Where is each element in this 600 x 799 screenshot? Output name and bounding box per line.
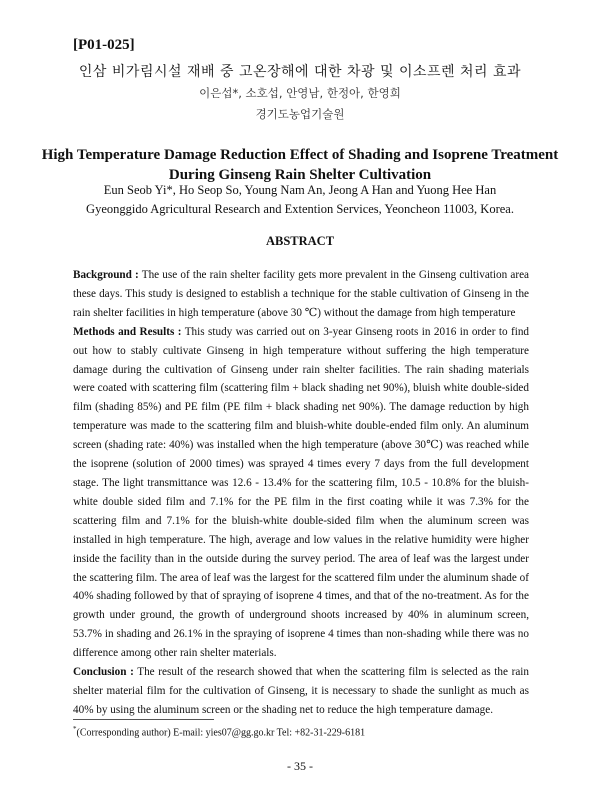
methods-paragraph xyxy=(73,323,529,663)
english-authors: Eun Seob Yi*, Ho Seop So, Young Nam An, Jeong A Han and Yuong Hee Han xyxy=(103,183,497,197)
footnote-mark: * xyxy=(73,725,77,733)
english-title-line1: High Temperature Damage Reduction Effect of Shading and Isoprene Treatment xyxy=(41,147,559,163)
paper-code: [P01-025] xyxy=(73,37,135,53)
footnote-text: (Corresponding author) E-mail: yies07@gg.go.kr Tel: +82-31-229-6181 xyxy=(76,727,366,739)
english-title xyxy=(40,145,560,185)
methods-text: This study was carried out on 3-year Ginseng roots in 2016 in order to find out how to stably cultivate Ginseng in high temperature without suffering the high temperature damage during the cultivation of Ginseng under rain shelter facilities. The rain shading materials were coated with scattering film (scattering film + black shading net 90%), bluish white double-sided film (shading 85%) and PE film (PE film + black shading net 90%). The damage reduction by high temperature was made to the scattering film and bluish-white double-ended film only. An aluminum screen (shading rate: 40%) was installed when the high temperature (above 30℃) was reached while the isoprene (solution of 2000 times) was sprayed 4 times every 7 days from the full development stage. The light transmittance was 12.6 - 13.4% for the scattering film, 10.5 - 10.8% for the bluish-white double sided film and 7.1% for the PE film in the first coating while it was 7.3% for the scattering film and 7.1% for the bluish-white double-sided film when the aluminum screen was installed in high temperature. The high, average and low values in the relative humidity were higher inside the facility than in the outside during the survey period. The area of leaf was the largest under the scattering film. The area of leaf was the largest for the scattered film under the aluminum shade of 40% shading followed by that of spraying of isoprene 4 times, and that of the no-treatment. As for the growth under ground, the growth of underground shoots increased by 40% in aluminum screen, 53.7% in shading and 26.1% in the spraying of isoprene 4 times than non-shading while there was no difference among other rain shelter materials. xyxy=(73,325,530,660)
korean-affiliation: 경기도농업기술원 xyxy=(255,107,345,121)
korean-authors: 이은섭*, 소호섭, 안영남, 한정아, 한영희 xyxy=(199,86,401,100)
conclusion-label: Conclusion : xyxy=(73,666,134,679)
conclusion-text: The result of the research showed that when the scattering film is selected as the rain shelter material film for the cultivation of Ginseng, it is necessary to shade the sunlight as much as 40% by using the aluminum screen or the shading net to reduce the high temperature damage. xyxy=(73,666,529,716)
english-affiliation: Gyeonggido Agricultural Research and Extention Services, Yeoncheon 11003, Korea. xyxy=(86,202,514,216)
background-paragraph xyxy=(73,266,529,323)
english-title-line2: During Ginseng Rain Shelter Cultivation xyxy=(168,167,432,183)
background-label: Background : xyxy=(73,269,139,281)
korean-title: 인삼 비가림시설 재배 중 고온장해에 대한 차광 및 이소프렌 처리 효과 xyxy=(78,64,522,80)
abstract-body xyxy=(73,266,529,720)
footnote-divider xyxy=(73,719,214,720)
footnote xyxy=(73,725,365,738)
conclusion-paragraph xyxy=(73,663,529,720)
background-text: The use of the rain shelter facility gets more prevalent in the Ginseng cultivation area these days. This study is designed to establish a technique for the stable cultivation of Ginseng in the rain shelter facilities in high temperature (above 30 ℃) without the damage from high temperature xyxy=(73,269,529,319)
abstract-heading: ABSTRACT xyxy=(265,234,335,248)
page-number: - 35 - xyxy=(287,759,313,773)
methods-label: Methods and Results : xyxy=(73,325,182,338)
